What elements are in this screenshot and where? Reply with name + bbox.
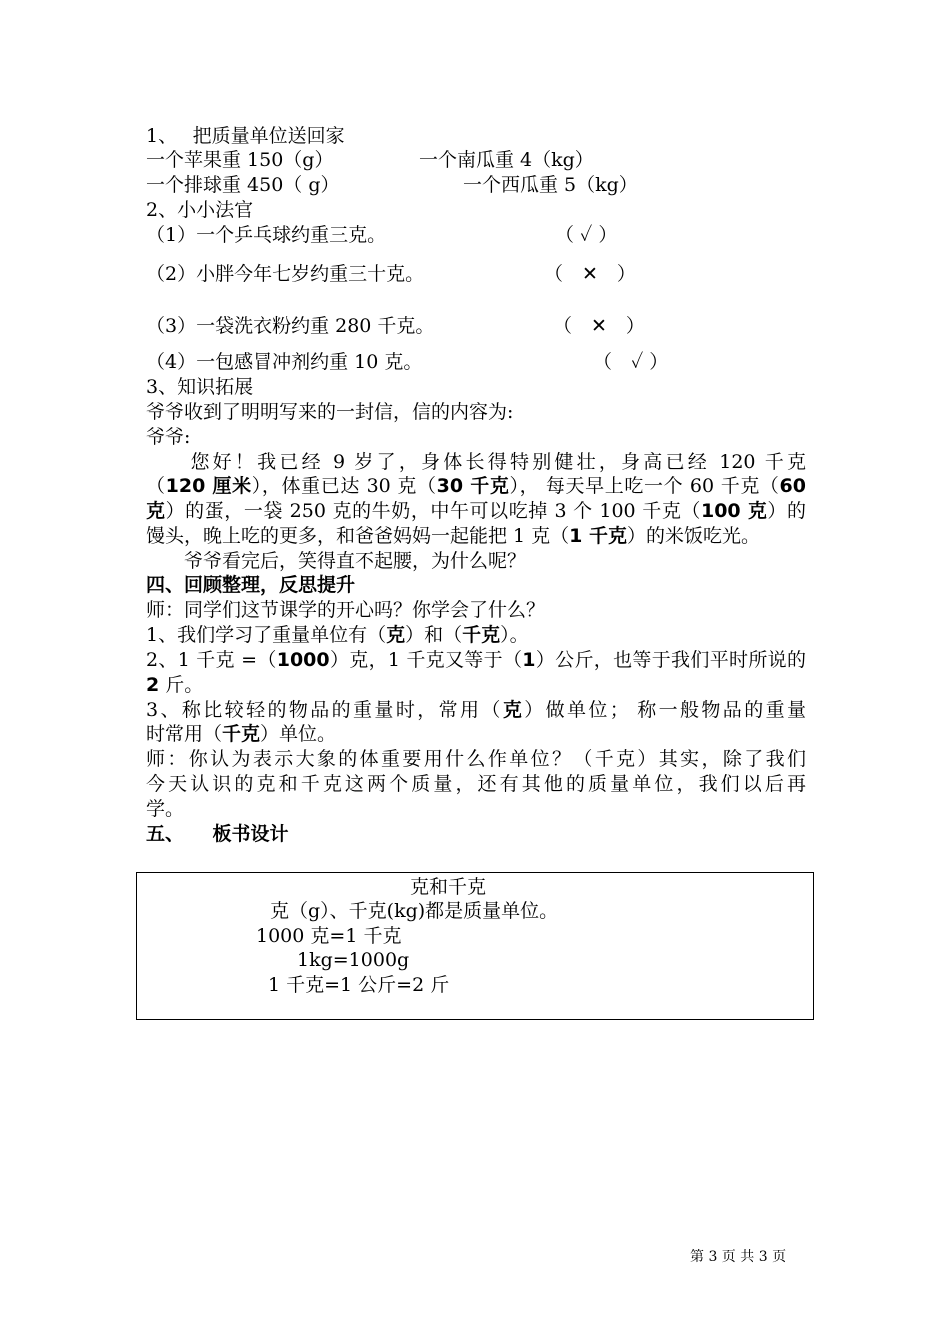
section-1-title: 1、 把质量单位送回家	[146, 125, 345, 147]
answer-height: 120 厘米	[165, 475, 252, 497]
board-line-4: 1 千克=1 公斤=2 斤	[268, 974, 450, 996]
teacher-remark-2: 今天认识的克和千克这两个质量，还有其他的质量单位，我们以后再	[146, 773, 806, 795]
letter-line-2: （120 厘米），体重已达 30 克（30 千克）， 每天早上吃一个 60 千克（60	[146, 475, 806, 497]
teacher-remark-3: 学。	[146, 798, 185, 820]
judge-question-2: （2）小胖今年七岁约重三十克。	[146, 263, 425, 285]
section-2-title: 2、小小法官	[146, 199, 254, 221]
watermelon-weight: 一个西瓜重 5（kg）	[463, 174, 638, 196]
answer-rice: 1 千克	[569, 525, 628, 547]
letter-line-5: 爷爷看完后，笑得直不起腰，为什么呢？	[146, 550, 527, 572]
teacher-question: 师：同学们这节课学的开心吗？你学会了什么？	[146, 599, 546, 621]
section-5-title: 五、 板书设计	[146, 823, 289, 845]
letter-line-1: 您好！我已经 9 岁了，身体长得特别健壮，身高已经 120 千克	[146, 451, 806, 473]
answer-egg: 60	[779, 475, 806, 497]
page-number: 第 3 页 共 3 页	[690, 1249, 787, 1265]
review-point-2-cont: 2 斤。	[146, 674, 204, 696]
judge-answer-1: （ ✓ ）	[555, 224, 618, 246]
review-point-2: 2、1 千克 =（1000）克，1 千克又等于（1）公斤，也等于我们平时所说的	[146, 649, 806, 671]
judge-answer-2: （ ✕ ）	[544, 263, 636, 285]
board-title: 克和千克	[410, 876, 487, 898]
board-line-3: 1kg=1000g	[297, 949, 410, 971]
letter-line-4: 馒头，晚上吃的更多，和爸爸妈妈一起能把 1 克（1 千克）的米饭吃光。	[146, 525, 761, 547]
judge-question-1: （1）一个乒乓球约重三克。	[146, 224, 387, 246]
letter-greeting: 爷爷:	[146, 426, 191, 448]
judge-question-4: （4）一包感冒冲剂约重 10 克。	[146, 351, 423, 373]
answer-bun: 100 克	[700, 500, 768, 522]
pumpkin-weight: 一个南瓜重 4（kg）	[419, 149, 594, 171]
judge-question-3: （3）一袋洗衣粉约重 280 千克。	[146, 315, 435, 337]
board-line-2: 1000 克=1 千克	[256, 925, 402, 947]
letter-line-3: 克）的蛋，一袋 250 克的牛奶，中午可以吃掉 3 个 100 千克（100 克）的	[146, 500, 806, 522]
review-point-3: 3、称比较轻的物品的重量时，常用（克）做单位； 称一般物品的重量	[146, 699, 806, 721]
answer-weight: 30 千克	[436, 475, 510, 497]
section-4-title: 四、回顾整理，反思提升	[146, 574, 356, 596]
teacher-remark-1: 师：你认为表示大象的体重要用什么作单位？（千克）其实，除了我们	[146, 748, 806, 770]
review-point-1: 1、我们学习了重量单位有（克）和（千克）。	[146, 624, 529, 646]
board-line-1: 克（g）、千克(kg)都是质量单位。	[270, 900, 559, 922]
judge-answer-4: （ ✓ ）	[593, 351, 669, 373]
volleyball-weight: 一个排球重 450（ g）	[146, 174, 340, 196]
section-3-title: 3、知识拓展	[146, 376, 254, 398]
apple-weight: 一个苹果重 150（g）	[146, 149, 334, 171]
review-point-3-cont: 时常用（千克）单位。	[146, 723, 337, 745]
judge-answer-3: （ ✕ ）	[553, 315, 645, 337]
letter-intro: 爷爷收到了明明写来的一封信，信的内容为:	[146, 401, 514, 423]
